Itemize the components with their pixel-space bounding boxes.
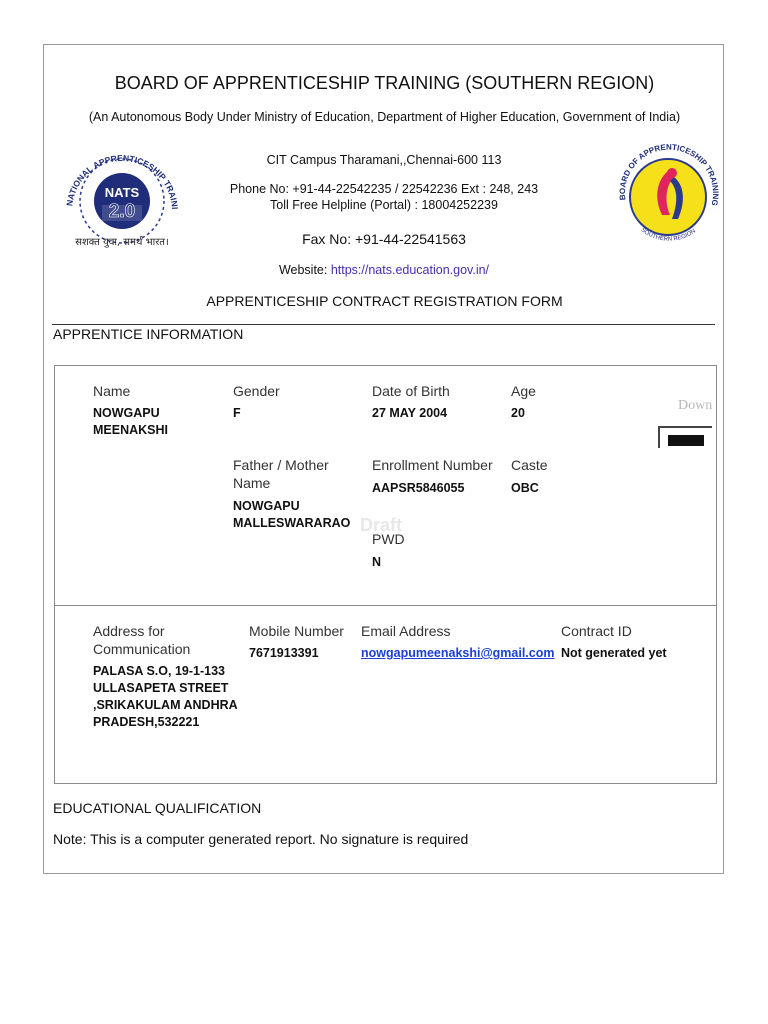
dob-label: Date of Birth: [372, 383, 450, 399]
toll-free-helpline: Toll Free Helpline (Portal) : 18004252239: [270, 198, 498, 212]
parent-value: NOWGAPU MALLESWARARAO: [233, 499, 351, 530]
name-label: Name: [93, 383, 131, 399]
age-value: 20: [511, 406, 525, 420]
enrollment-value: AAPSR5846055: [372, 481, 465, 495]
nats-logo: [58, 139, 188, 251]
footer-note: Note: This is a computer generated report. No signature is required: [53, 831, 469, 847]
name-value: NOWGAPU MEENAKSHI: [93, 406, 169, 437]
website-line: [184, 263, 584, 277]
form-title: APPRENTICESHIP CONTRACT REGISTRATION FORM: [206, 293, 563, 309]
address-value: PALASA S.O, 19-1-133 ULLASAPETA STREET ,SRIKAKULAM ANDHRA PRADESH,532221: [93, 664, 238, 729]
download-button[interactable]: [658, 426, 712, 448]
email-label: Email Address: [361, 623, 451, 639]
gender-value: F: [233, 406, 241, 420]
boat-arc-text: BOARD OF APPRENTICESHIP TRAINING: [617, 142, 721, 207]
contract-id-value: Not generated yet: [561, 646, 667, 660]
mobile-value: 7671913391: [249, 646, 319, 660]
pwd-value: N: [372, 555, 382, 569]
email-link[interactable]: nowgapumeenakshi@gmail.com: [361, 646, 555, 660]
age-label: Age: [511, 383, 536, 399]
section-apprentice-information: APPRENTICE INFORMATION: [53, 326, 244, 342]
divider: [52, 324, 715, 325]
fax-number: Fax No: +91-44-22541563: [302, 231, 466, 247]
caste-label: Caste: [511, 457, 548, 473]
contact-info-box: [54, 605, 717, 784]
caste-value: OBC: [511, 481, 539, 495]
website-link[interactable]: https://nats.education.gov.in/: [330, 263, 490, 277]
apprentice-info-box: [54, 365, 717, 606]
draft-watermark: Draft: [360, 515, 403, 535]
enrollment-label: Enrollment Number: [372, 457, 493, 473]
phone-number: Phone No: +91-44-22542235 / 22542236 Ext : 248, 243: [229, 182, 539, 196]
page-title: BOARD OF APPRENTICESHIP TRAINING (SOUTHERN REGION): [114, 73, 655, 93]
registration-form-page: [43, 44, 724, 874]
page-subtitle: (An Autonomous Body Under Ministry of Education, Department of Higher Education, Government of India): [88, 110, 681, 124]
office-address: CIT Campus Tharamani,,Chennai-600 113: [266, 153, 502, 167]
nats-badge-bottom: 2.0: [108, 201, 136, 222]
nats-badge-top: NATS: [104, 185, 140, 200]
contract-id-label: Contract ID: [561, 623, 632, 639]
dob-value: 27 MAY 2004: [372, 406, 448, 420]
section-educational-qualification: EDUCATIONAL QUALIFICATION: [53, 800, 262, 816]
nats-arc-text: NATIONAL APPRENTICESHIP TRAINI: [64, 152, 180, 210]
nats-logo-icon: [58, 139, 188, 251]
nats-tagline: सशक्त युवा, समर्थ भारत।: [75, 237, 169, 248]
gender-label: Gender: [233, 383, 280, 399]
download-text[interactable]: Down: [678, 398, 713, 413]
mobile-label: Mobile Number: [249, 623, 344, 639]
download-bar: [668, 435, 704, 446]
pwd-label: PWD: [372, 531, 405, 547]
boat-logo-icon: [612, 137, 722, 249]
boat-bottom-text: SOUTHERN REGION: [639, 227, 697, 243]
website-label: Website:: [278, 263, 331, 277]
address-label: Address for Communication: [93, 623, 191, 657]
boat-logo: [612, 137, 722, 249]
parent-label: Father / Mother Name: [233, 457, 329, 491]
